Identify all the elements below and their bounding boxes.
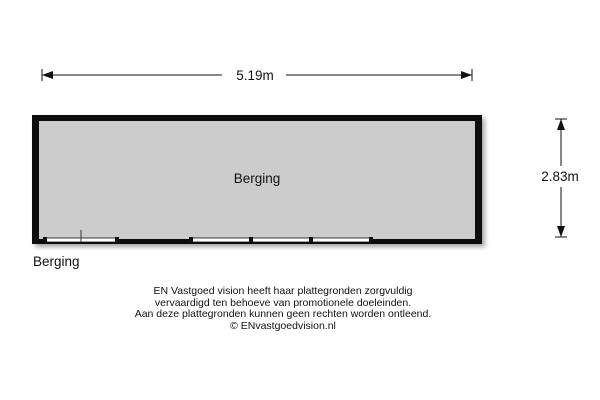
- width-dimension-right-arrow: [461, 71, 472, 79]
- width-dimension-left-arrow: [42, 71, 53, 79]
- disclaimer-line: vervaardigd ten behoeve van promotionele doeleinden.: [154, 296, 412, 309]
- height-dimension-bottom-arrow: [557, 226, 565, 237]
- height-dimension-top-arrow: [557, 119, 565, 130]
- opening-divider-3: [189, 237, 193, 243]
- room-berging: [32, 115, 482, 244]
- copyright-line: © ENvastgoedvision.nl: [230, 319, 336, 332]
- disclaimer-line: EN Vastgoed vision heeft haar plattegronden zorgvuldig: [153, 285, 413, 297]
- room-name-label: Berging: [233, 171, 281, 186]
- height-dimension-label: 2.83m: [541, 169, 579, 184]
- floor-name-label: Berging: [33, 254, 80, 269]
- height-dimension: [533, 119, 588, 237]
- width-dimension: [42, 65, 472, 83]
- disclaimer-line: Aan deze plattegronden kunnen geen rechten worden ontleend.: [134, 308, 432, 321]
- opening-divider-1: [43, 237, 47, 243]
- bottom-wall-opening-right: [190, 238, 372, 242]
- width-dimension-label: 5.19m: [236, 68, 274, 83]
- opening-divider-4: [249, 237, 253, 243]
- opening-divider-2: [115, 237, 119, 243]
- opening-divider-5: [309, 237, 313, 243]
- opening-divider-6: [369, 237, 373, 243]
- disclaimer: [0, 286, 566, 332]
